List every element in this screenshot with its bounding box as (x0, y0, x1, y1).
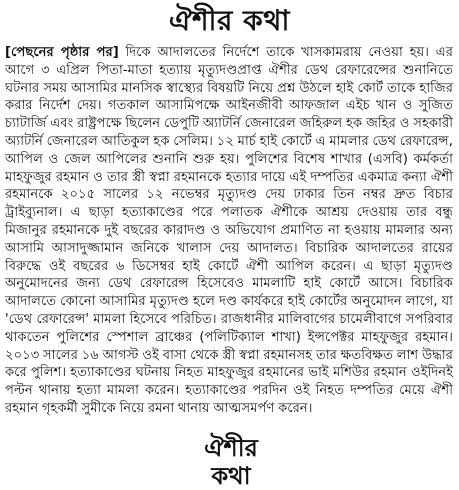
continued-from-label: [পেছনের পৃষ্ঠার পর] (5, 45, 119, 60)
article-headline: ঐশীর কথা (168, 4, 291, 37)
article-text: দিকে আদালতের নির্দেশে তাকে খাসকামরায় নেওয়া হয়। এর আগে ৩ এপ্রিল পিতা-মাতা হত্যায় মৃত্যুদণ্ডপ্রাপ্ত ঐশীর ডেথ রেফারেন্সের শুনানিতে ঘটনার সময় আসামির মানসিক স্বাস্থ্যের বিষয়টি নিয়ে প্রশ্ন উঠলে হাই কোর্ট তাকে হাজির করার নির্দেশ দেয়। গতকাল আসামিপক্ষে আইনজীবী আফজাল এইচ খান ও সুজিত চ্যাটার্জি এবং রাষ্ট্রপক্ষে ছিলেন ডেপুটি অ্যাটর্নি জেনারেল জহিরুল হক জহির ও সহকারী অ্যাটর্নি জেনারেল আতিকুল হক সেলিম। ১২ মার্চ হাই কোর্টে এ মামলার ডেথ রেফারেন্স, আপিল ও জেল আপিলের শুনানি শুরু হয়। পুলিশের বিশেষ শাখার (এসবি) কর্মকর্তা মাহফুজুর রহমান ও তার স্ত্রী স্বপ্না রহমানকে হত্যার দায়ে এই দম্পতির একমাত্র কন্যা ঐশী রহমানকে ২০১৫ সালের ১২ নভেম্বর মৃত্যুদণ্ড দেয় ঢাকার তিন নম্বর দ্রুত বিচার ট্রাইব্যুনাল। এ ছাড়া হত্যাকাণ্ডের পরে পলাতক ঐশীকে আশ্রয় দেওয়ায় তার বন্ধু মিজানুর রহমানকে দুই বছরের কারাদণ্ড ও অভিযোগ প্রমাণিত না হওয়ায় মামলার অন্য আসামি আসাদুজ্জামান জনিকে খালাস দেয় আদালত। বিচারিক আদালতের রায়ের বিরুদ্ধে ওই বছরের ৬ ডিসেম্বর হাই কোর্টে ঐশী আপিল করেন। এ ছাড়া মৃত্যুদণ্ড অনুমোদনের জন্য ডেথ রেফারেন্স হিসেবেও মামলাটি হাই কোর্টে আসে। বিচারিক আদালতে কোনো আসামির মৃত্যুদণ্ড হলে দণ্ড কার্যকরে হাই কোর্টের অনুমোদন লাগে, যা 'ডেথ রেফারেন্স' মামলা হিসেবে পরিচিত। রাজধানীর মালিবাগের চামেলীবাগে সপরিবার থাকতেন পুলিশের স্পেশাল ব্রাঞ্চের (পলিটিক্যাল শাখা) ইন্সপেক্টর মাহফুজুর রহমান। ২০১৩ সালের ১৬ আগস্ট ওই বাসা থেকে স্ত্রী স্বপ্না রহমানসহ তার ক্ষতবিক্ষত লাশ উদ্ধার করে পুলিশ। হত্যাকাণ্ডের ঘটনায় নিহত মাহফুজুর রহমানের ভাই মশিউর রহমান ওইদিনই পল্টন থানায় হত্যা মামলা করেন। হত্যাকাণ্ডের পরদিন ওই নিহত দম্পতির মেয়ে ঐশী রহমান গৃহকর্মী সুমীকে নিয়ে রমনা থানায় আত্মসমর্পণ করেন। (5, 45, 453, 416)
article-body (5, 44, 453, 436)
next-headline-fragment (186, 434, 276, 490)
next-headline-text: ঐশীর কথা (204, 434, 258, 490)
